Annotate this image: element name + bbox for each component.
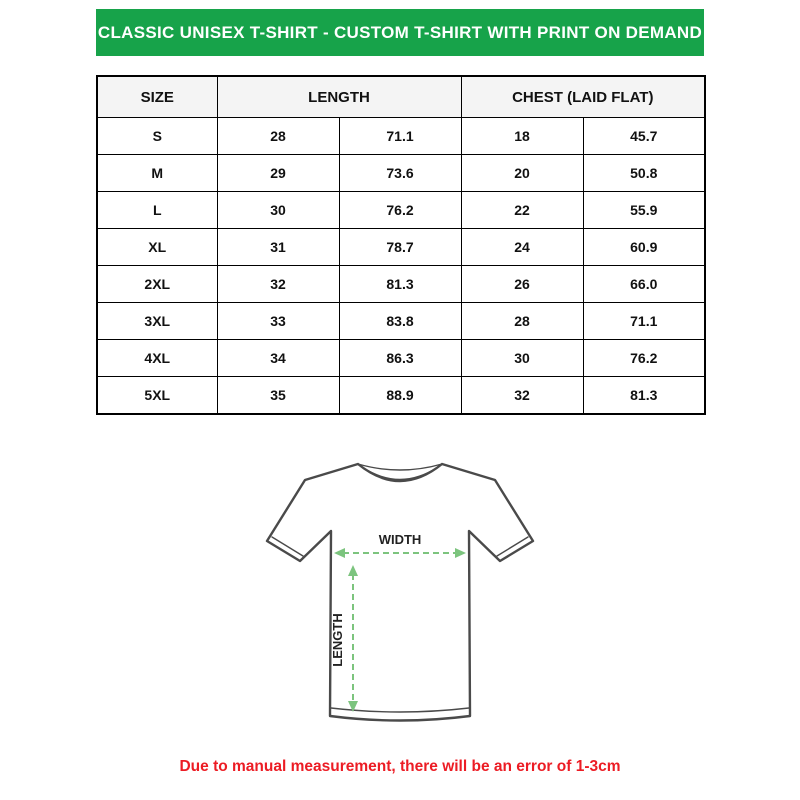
length-label: LENGTH (330, 613, 345, 667)
tshirt-drawing (250, 440, 550, 745)
cell-size: L (97, 192, 217, 229)
cell-length-cm: 86.3 (339, 340, 461, 377)
table-row (97, 340, 705, 377)
cell-length-cm: 73.6 (339, 155, 461, 192)
cell-size: 2XL (97, 266, 217, 303)
table-row (97, 118, 705, 155)
title-banner (96, 9, 704, 56)
tshirt-measurement-diagram (250, 440, 550, 745)
measurement-error-note: Due to manual measurement, there will be an error of 1-3cm (179, 758, 621, 775)
cell-length-cm: 76.2 (339, 192, 461, 229)
cell-chest-in: 26 (461, 266, 583, 303)
cell-chest-in: 22 (461, 192, 583, 229)
cell-chest-in: 20 (461, 155, 583, 192)
table-row (97, 192, 705, 229)
cell-length-in: 34 (217, 340, 339, 377)
page-title: CLASSIC UNISEX T-SHIRT - CUSTOM T-SHIRT WITH PRINT ON DEMAND (97, 22, 703, 42)
cell-length-in: 28 (217, 118, 339, 155)
table-row (97, 266, 705, 303)
cell-length-in: 32 (217, 266, 339, 303)
cell-size: M (97, 155, 217, 192)
table-header-row (97, 76, 705, 118)
cell-size: 5XL (97, 377, 217, 415)
header-size: SIZE (97, 76, 217, 118)
cell-length-cm: 83.8 (339, 303, 461, 340)
width-label: WIDTH (378, 532, 422, 547)
cell-length-in: 29 (217, 155, 339, 192)
cell-length-in: 31 (217, 229, 339, 266)
cell-length-in: 33 (217, 303, 339, 340)
cell-size: 4XL (97, 340, 217, 377)
cell-chest-cm: 45.7 (583, 118, 705, 155)
cell-size: S (97, 118, 217, 155)
table-row (97, 303, 705, 340)
cell-chest-in: 32 (461, 377, 583, 415)
cell-length-in: 30 (217, 192, 339, 229)
cell-chest-in: 24 (461, 229, 583, 266)
cell-chest-cm: 66.0 (583, 266, 705, 303)
cell-length-cm: 78.7 (339, 229, 461, 266)
table-row (97, 155, 705, 192)
table-row (97, 377, 705, 415)
table-row (97, 229, 705, 266)
cell-size: 3XL (97, 303, 217, 340)
size-table (96, 75, 706, 415)
cell-chest-cm: 55.9 (583, 192, 705, 229)
cell-chest-cm: 81.3 (583, 377, 705, 415)
cell-chest-in: 28 (461, 303, 583, 340)
cell-length-in: 35 (217, 377, 339, 415)
header-length: LENGTH (217, 76, 461, 118)
cell-chest-cm: 76.2 (583, 340, 705, 377)
cell-length-cm: 81.3 (339, 266, 461, 303)
header-chest: CHEST (LAID FLAT) (461, 76, 705, 118)
collar-back-line (358, 464, 442, 470)
cell-chest-cm: 60.9 (583, 229, 705, 266)
cell-chest-cm: 71.1 (583, 303, 705, 340)
cell-size: XL (97, 229, 217, 266)
cell-length-cm: 88.9 (339, 377, 461, 415)
cell-chest-in: 18 (461, 118, 583, 155)
cell-chest-in: 30 (461, 340, 583, 377)
cell-chest-cm: 50.8 (583, 155, 705, 192)
tshirt-body-path (267, 464, 533, 721)
cell-length-cm: 71.1 (339, 118, 461, 155)
